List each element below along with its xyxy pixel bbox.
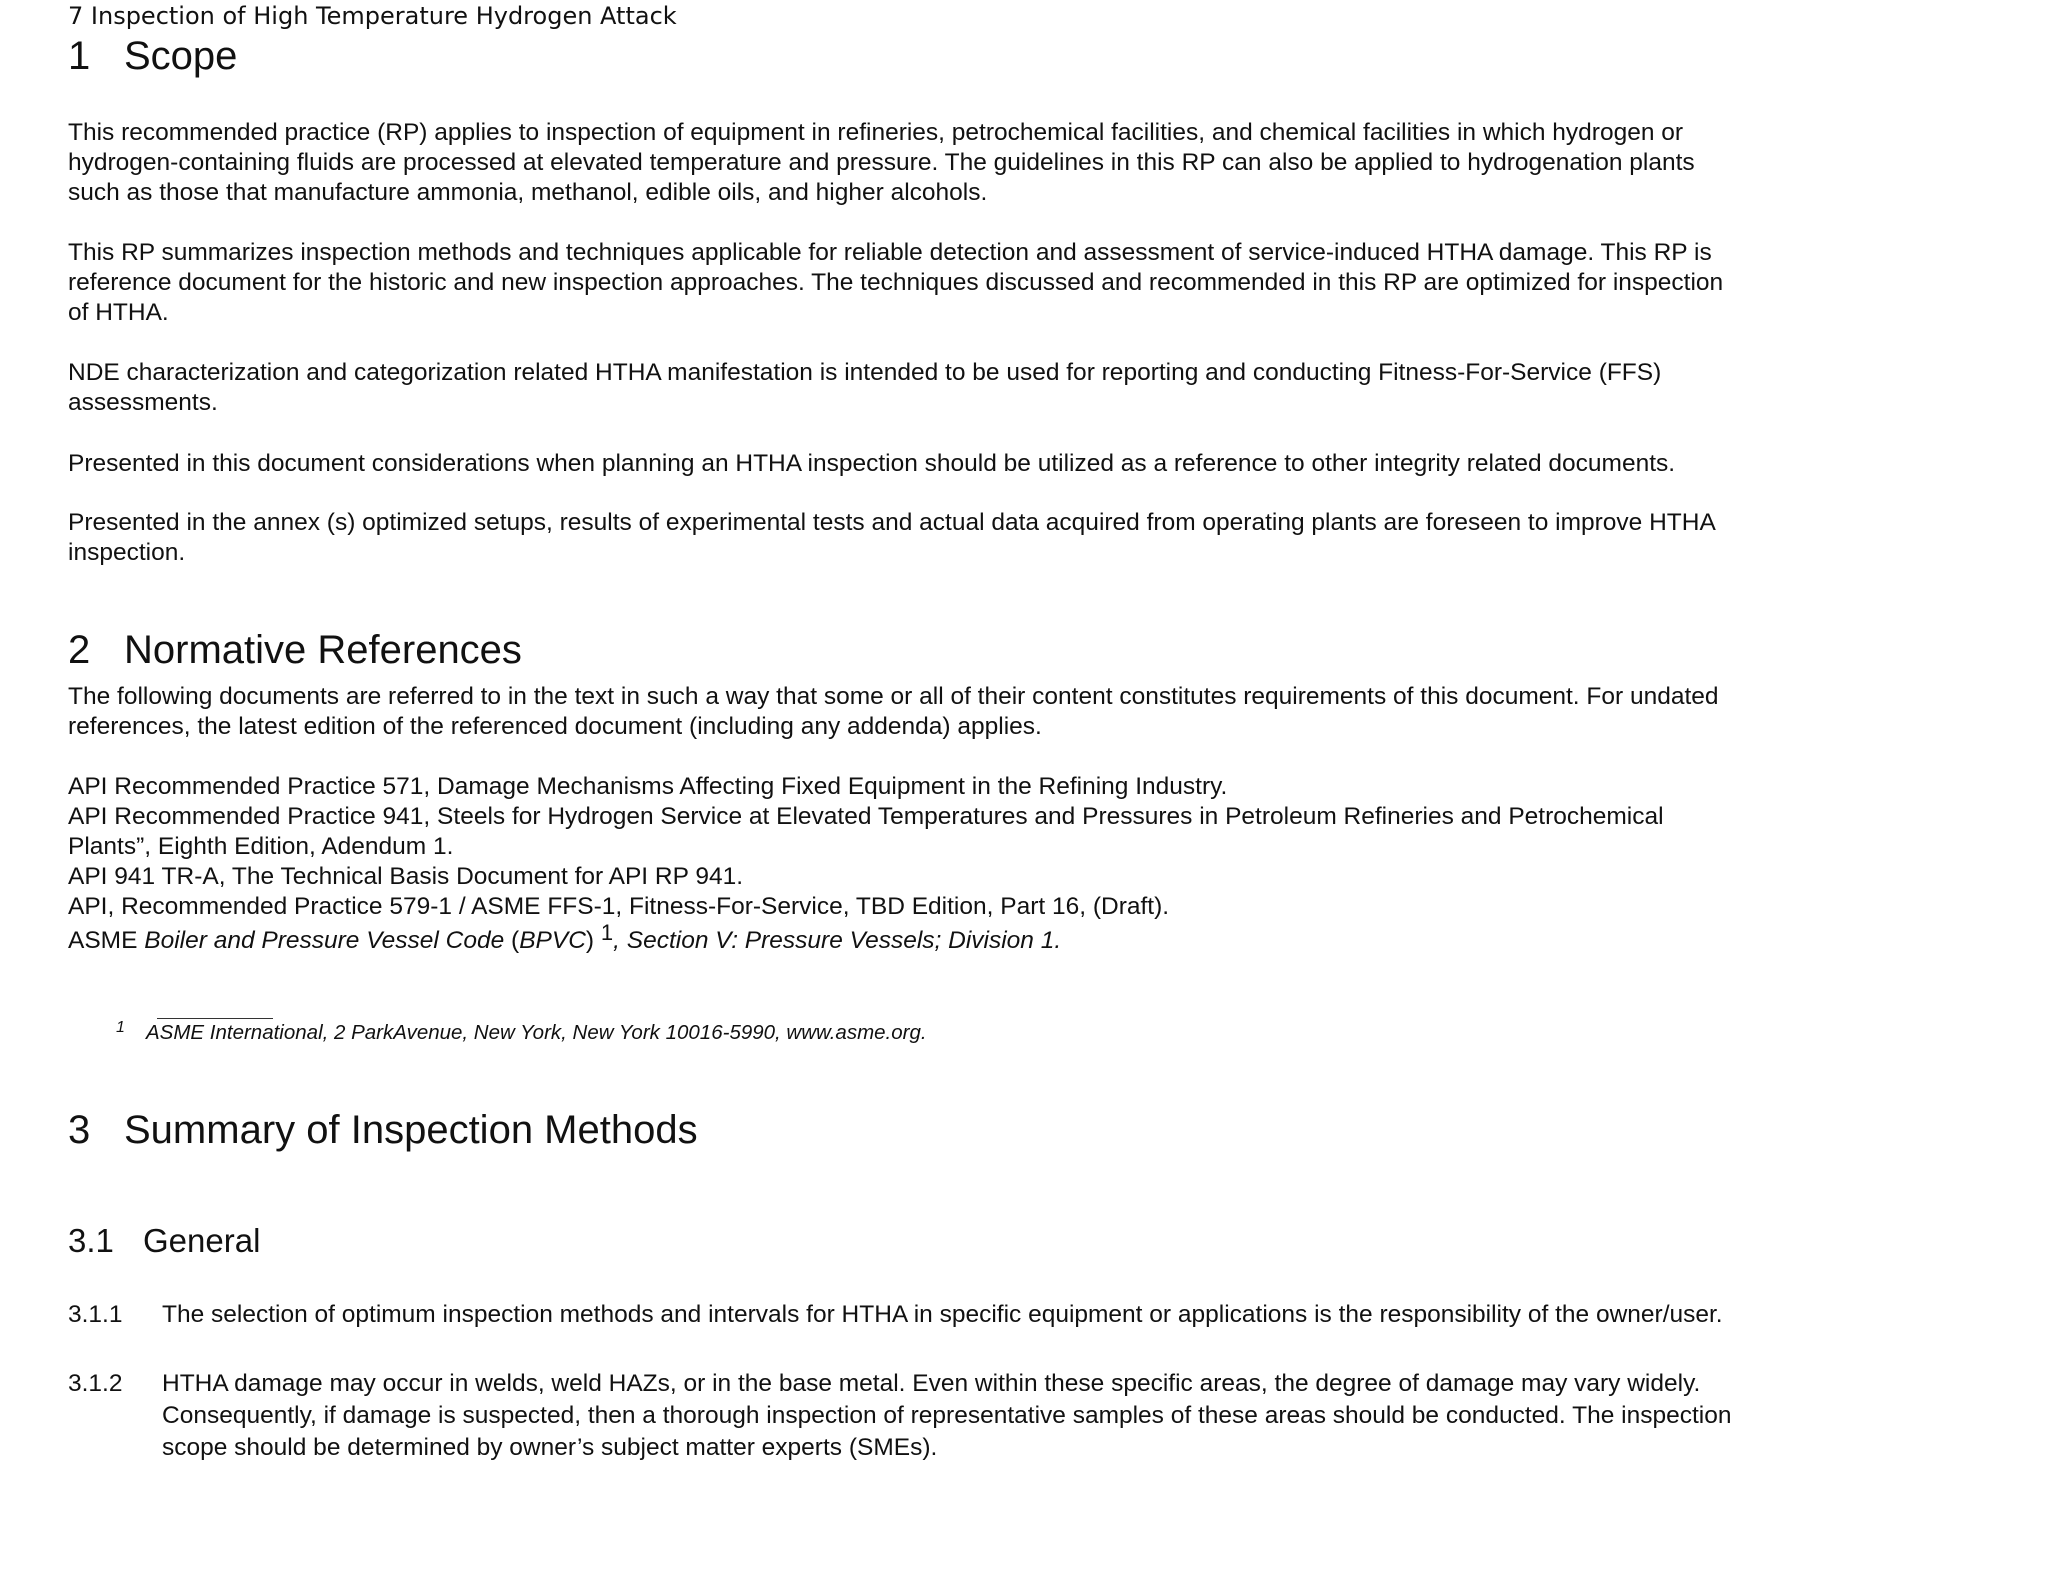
reference-list: [68, 772, 1664, 922]
section-number: 1: [68, 34, 91, 78]
scope-paragraph-3: [68, 358, 1661, 418]
footnote-text: ASME International, 2 ParkAvenue, New York, New York 10016-5990, www.asme.org.: [146, 1021, 927, 1044]
section-number: 2: [68, 628, 91, 672]
subsection-heading-general: [68, 1222, 260, 1260]
scope-paragraph-2: [68, 238, 1723, 328]
clause-text: scope should be determined by owner’s subject matter experts (SMEs).: [162, 1434, 938, 1461]
reference-item-asme: [68, 920, 1062, 956]
clause-number: 3.1.2: [68, 1370, 123, 1397]
text-line: reference document for the historic and new inspection approaches. The techniques discussed and recommended in this RP are optimized for inspection: [68, 269, 1724, 296]
clause-number: 3.1.1: [68, 1301, 123, 1328]
section-title: Normative References: [124, 628, 522, 672]
normative-intro: [68, 682, 1719, 742]
text-line: NDE characterization and categorization related HTHA manifestation is intended to be used for reporting and conducting Fitness-For-Service (FFS): [68, 359, 1662, 386]
clause-text: The selection of optimum inspection methods and intervals for HTHA in specific equipment or applications is the responsibility of the owner/user.: [162, 1301, 1723, 1328]
subsection-title: General: [143, 1222, 261, 1259]
clause-text: HTHA damage may occur in welds, weld HAZs, or in the base metal. Even within these specific areas, the degree of damage may vary widely.: [162, 1370, 1701, 1397]
reference-item: API 941 TR-A, The Technical Basis Document for API RP 941.: [68, 863, 744, 890]
section-heading-scope: [68, 34, 237, 79]
clause-text: Consequently, if damage is suspected, then a thorough inspection of representative samples of these areas should be conducted. The inspection: [162, 1402, 1732, 1429]
reference-paren-close: ): [585, 927, 595, 954]
document-title: 7 Inspection of High Temperature Hydrogen Attack: [68, 2, 677, 30]
text-line: This RP summarizes inspection methods and techniques applicable for reliable detection and assessment of service-induced HTHA damage. This RP is: [68, 239, 1712, 266]
subsection-number: 3.1: [68, 1222, 114, 1259]
scope-paragraph-1: [68, 118, 1695, 208]
reference-prefix: ASME: [68, 927, 145, 954]
reference-item: API Recommended Practice 941, Steels for Hydrogen Service at Elevated Temperatures and Pressures in Petroleum Refineries and Petrochemical: [68, 803, 1664, 830]
text-line: references, the latest edition of the referenced document (including any addenda) applies.: [68, 713, 1042, 740]
text-line: [68, 920, 1062, 956]
scope-paragraph-4: [68, 449, 1675, 479]
section-number: 3: [68, 1108, 91, 1152]
text-line: of HTHA.: [68, 299, 169, 326]
footnote-separator: [157, 1018, 273, 1019]
reference-suffix: , Section V: Pressure Vessels; Division 1.: [613, 927, 1062, 954]
reference-item: API, Recommended Practice 579-1 / ASME FFS-1, Fitness-For-Service, TBD Edition, Part 16, (Draft).: [68, 893, 1170, 920]
reference-italic-title: Boiler and Pressure Vessel Code: [144, 927, 505, 954]
section-title: Scope: [124, 34, 238, 78]
reference-item: Plants”, Eighth Edition, Adendum 1.: [68, 833, 454, 860]
text-line: This recommended practice (RP) applies to inspection of equipment in refineries, petrochemical facilities, and chemical facilities in which hydrogen or: [68, 119, 1684, 146]
reference-item: API Recommended Practice 571, Damage Mechanisms Affecting Fixed Equipment in the Refining Industry.: [68, 773, 1228, 800]
text-line: hydrogen-containing fluids are processed at elevated temperature and pressure. The guidelines in this RP can also be applied to hydrogenation plants: [68, 149, 1695, 176]
reference-italic-abbrev: BPVC: [519, 927, 586, 954]
text-line: assessments.: [68, 389, 218, 416]
footnote-superscript: 1: [600, 920, 614, 945]
reference-paren-open: (: [504, 927, 520, 954]
section-title: Summary of Inspection Methods: [124, 1108, 698, 1152]
text-line: such as those that manufacture ammonia, methanol, edible oils, and higher alcohols.: [68, 179, 988, 206]
section-heading-normative-references: [68, 628, 522, 673]
section-heading-summary: [68, 1108, 698, 1153]
text-line: The following documents are referred to in the text in such a way that some or all of their content constitutes requirements of this document. For undated: [68, 683, 1719, 710]
scope-paragraph-5: [68, 508, 1716, 568]
footnote-marker: 1: [116, 1019, 125, 1036]
text-line: Presented in the annex (s) optimized setups, results of experimental tests and actual data acquired from operating plants are foreseen to improve HTHA: [68, 509, 1716, 536]
text-line: inspection.: [68, 539, 186, 566]
text-line: Presented in this document considerations when planning an HTHA inspection should be utilized as a reference to other integrity related documents.: [68, 450, 1676, 477]
